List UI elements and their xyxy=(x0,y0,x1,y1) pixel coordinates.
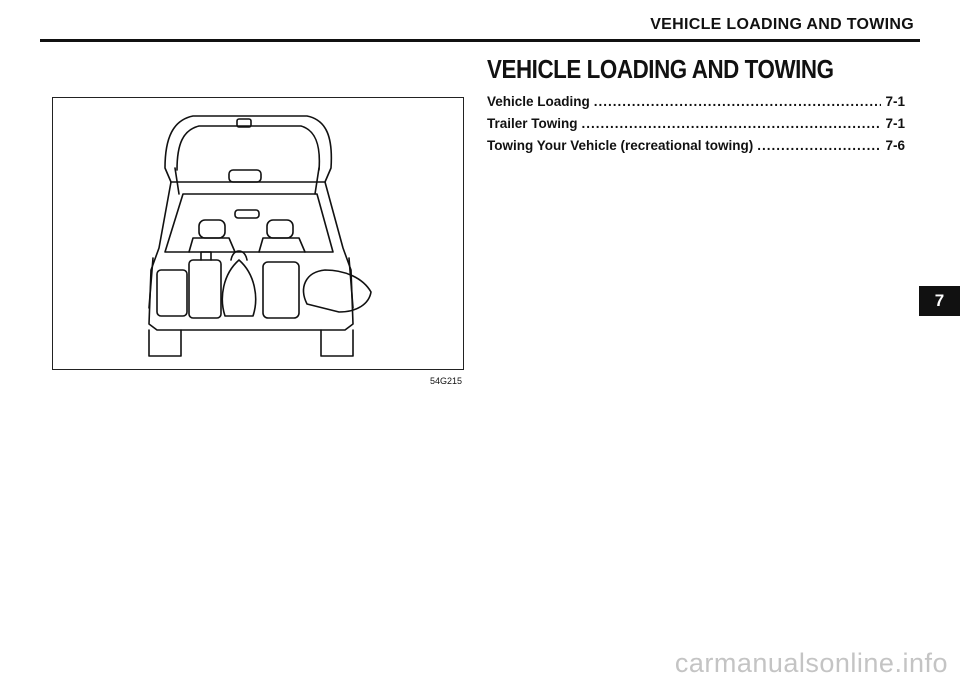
toc-entry-towing-your-vehicle[interactable] xyxy=(487,138,905,160)
right-rear-tire xyxy=(321,330,353,356)
left-taillight xyxy=(149,258,153,308)
toc-entry-trailer-towing[interactable] xyxy=(487,116,905,138)
luggage-suitcase xyxy=(189,260,221,318)
luggage-suitcase xyxy=(157,270,187,316)
toc-leader-dots xyxy=(594,94,882,109)
right-seatback xyxy=(259,238,305,252)
toc-entry-label: Towing Your Vehicle (recreational towing) xyxy=(487,138,754,153)
toc-entry-page: 7-1 xyxy=(885,116,905,131)
right-headrest xyxy=(267,220,293,238)
chapter-tab: 7 xyxy=(919,286,960,316)
figure-frame xyxy=(52,97,464,370)
running-header: VEHICLE LOADING AND TOWING xyxy=(650,16,914,33)
car-rear-cargo-illustration xyxy=(53,98,465,371)
left-seatback xyxy=(189,238,235,252)
tailgate-handle xyxy=(229,170,261,182)
right-gas-strut xyxy=(315,168,319,194)
figure-code: 54G215 xyxy=(430,376,463,386)
luggage-suitcase xyxy=(263,262,299,318)
toc-entry-label: Vehicle Loading xyxy=(487,94,590,109)
toc-leader-dots xyxy=(757,138,881,153)
luggage-handle xyxy=(201,252,211,260)
left-gas-strut xyxy=(175,168,179,194)
cargo-opening xyxy=(165,194,333,252)
toc-leader-dots xyxy=(582,116,882,131)
table-of-contents xyxy=(487,94,905,160)
watermark: carmanualsonline.info xyxy=(674,648,948,678)
luggage-soft-bag xyxy=(304,270,371,312)
right-taillight xyxy=(349,258,353,308)
toc-entry-label: Trailer Towing xyxy=(487,116,578,131)
interior-mirror xyxy=(235,210,259,218)
left-rear-tire xyxy=(149,330,181,356)
tailgate-window xyxy=(177,126,319,170)
toc-entry-page: 7-1 xyxy=(885,94,905,109)
luggage-duffel-bag xyxy=(222,260,255,316)
header-rule xyxy=(40,39,920,42)
toc-entry-vehicle-loading[interactable] xyxy=(487,94,905,116)
toc-entry-page: 7-6 xyxy=(885,138,905,153)
section-title: VEHICLE LOADING AND TOWING xyxy=(487,54,834,84)
left-headrest xyxy=(199,220,225,238)
